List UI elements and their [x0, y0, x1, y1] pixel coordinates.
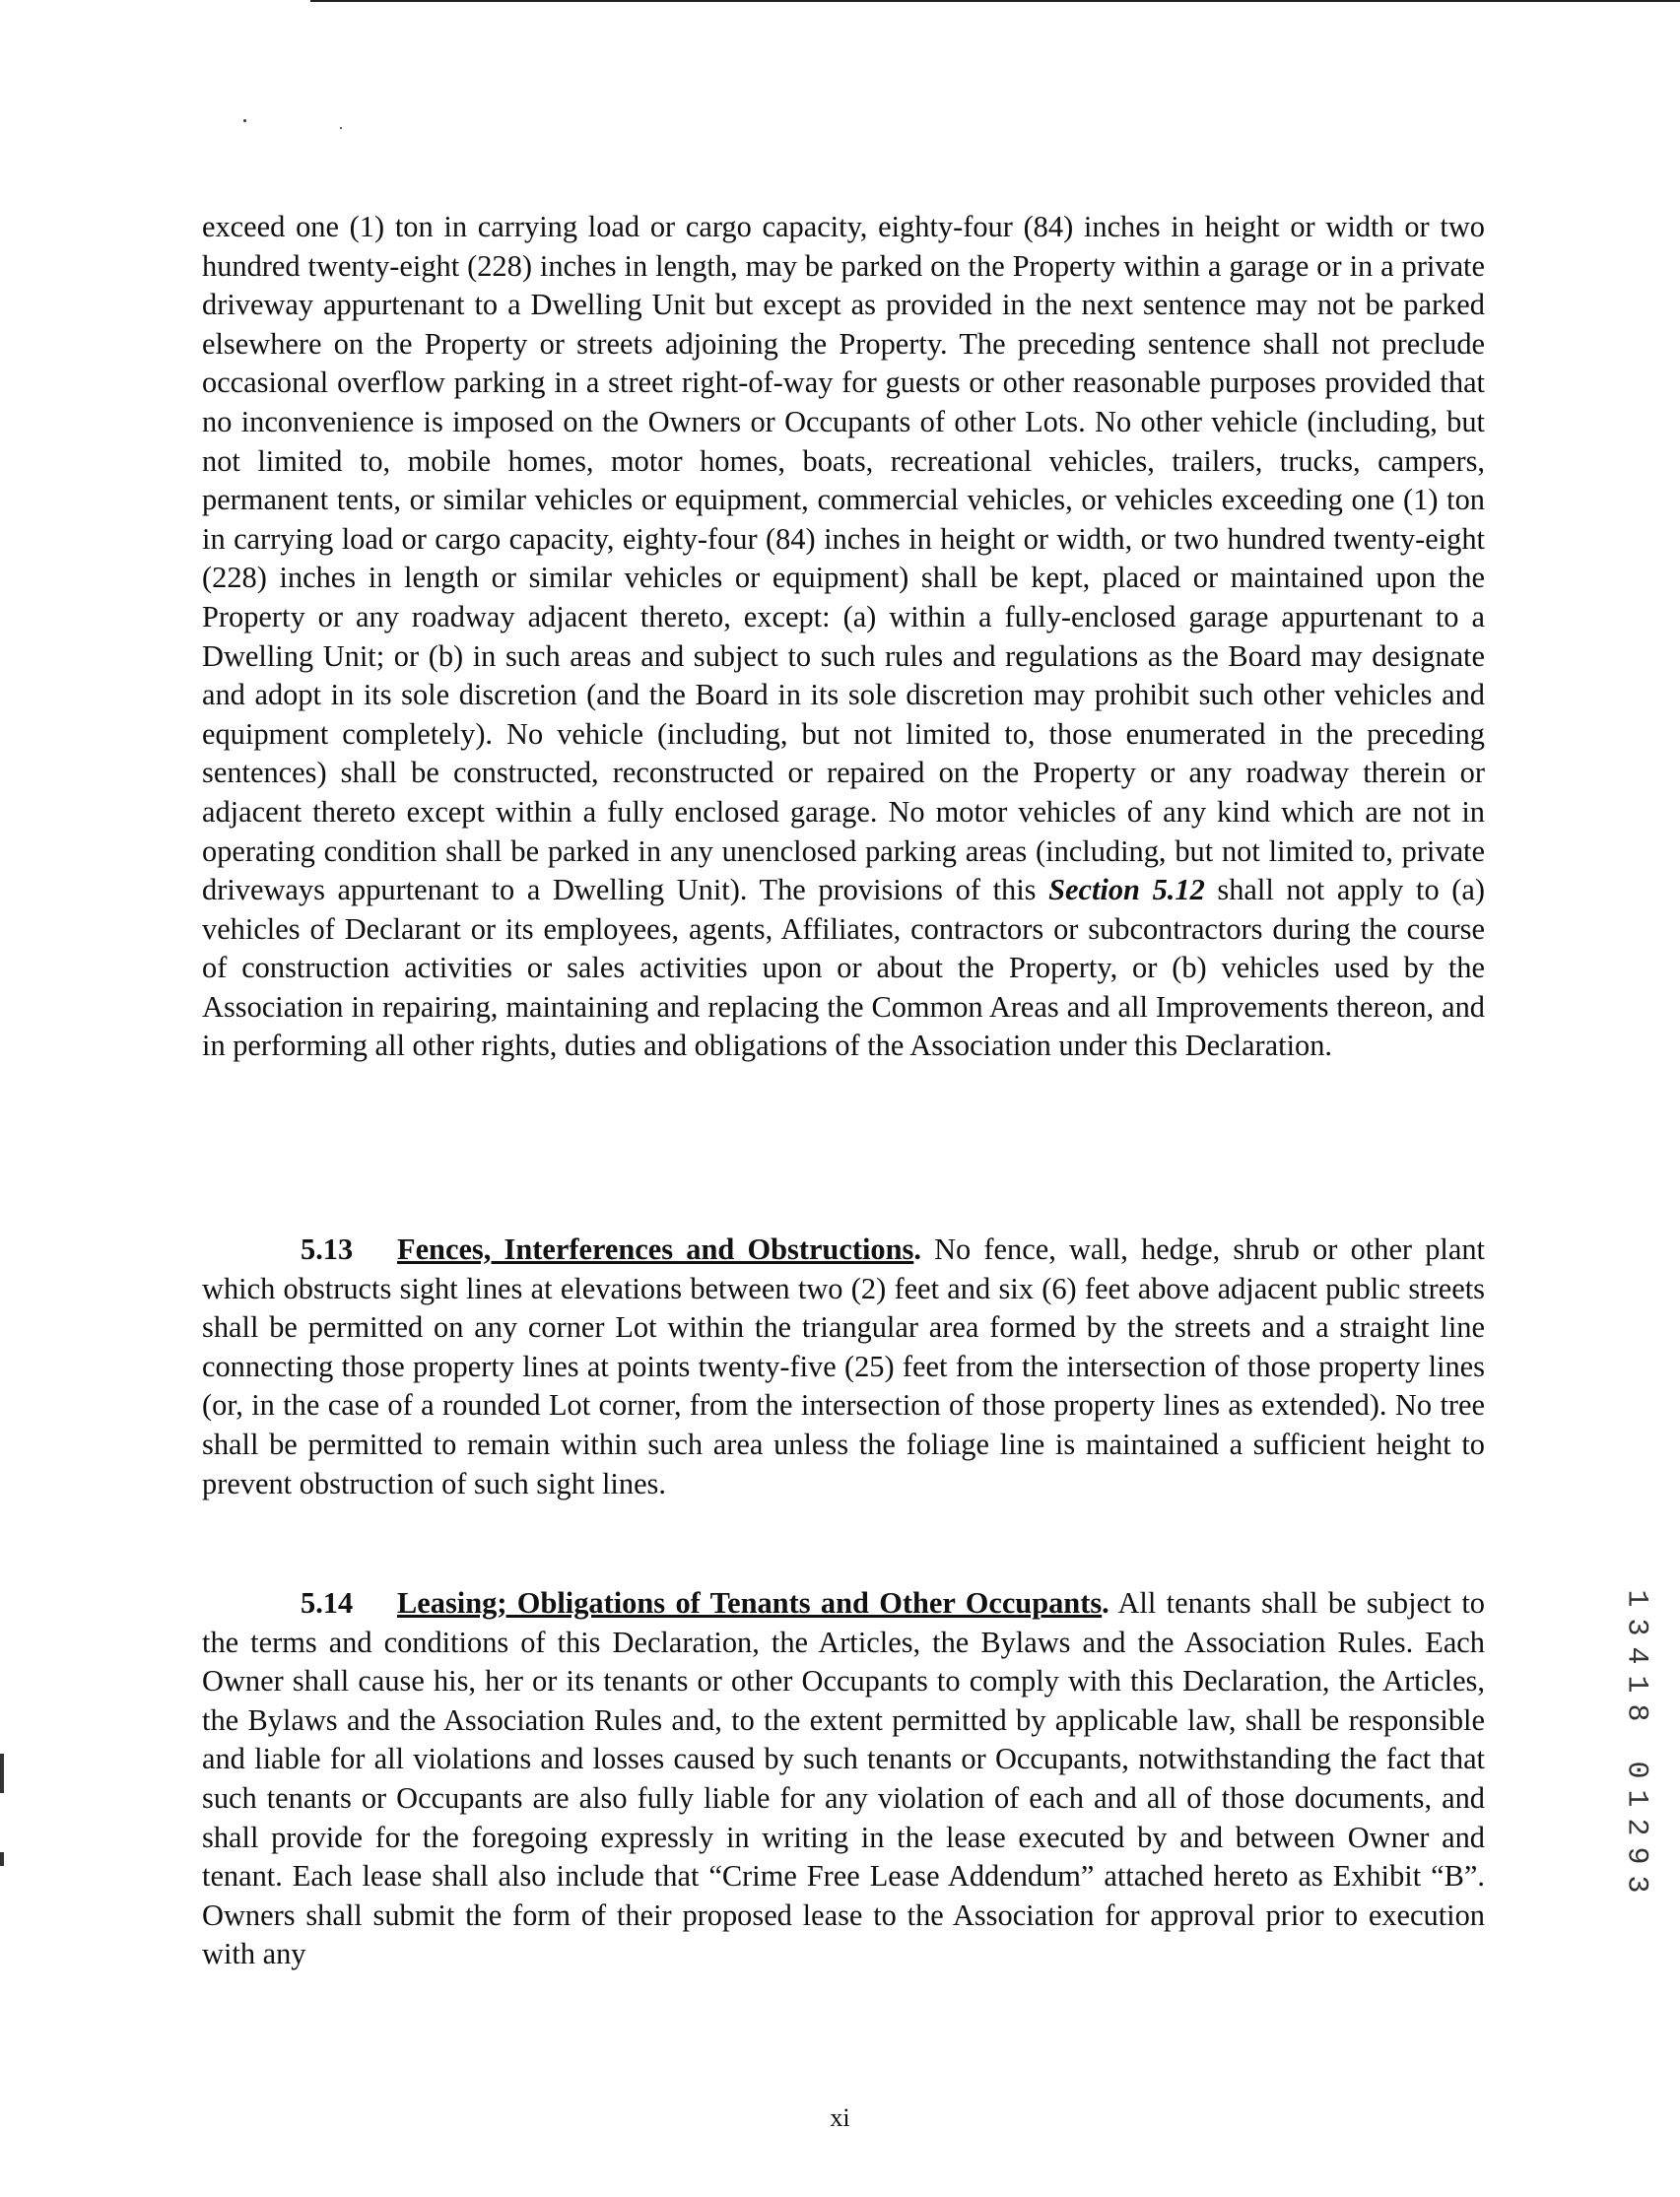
stamp-digit: 4	[1619, 1646, 1653, 1665]
paragraph-text: exceed one (1) ton in carrying load or cargo capacity, eighty-four (84) inches in height or width or two hundred twenty-eight (228) inches in length, may be parked on the Property within a garage or in a private driveway appurtenant to a Dwelling Unit but except as provided in the next sentence may not be parked elsewhere on the Property or streets adjoining the Property. The preceding sentence shall not preclude occasional overflow parking in a street right-of-way for guests or other reasonable purposes provided that no inconvenience is imposed on the Owners or Occupants of other Lots. No other vehicle (including, but not limited to, mobile homes, motor homes, boats, recreational vehicles, trailers, trucks, campers, permanent tents, or similar vehicles or equipment, commercial vehicles, or vehicles exceeding one (1) ton in carrying load or cargo capacity, eighty-four (84) inches in height or width, or two hundred twenty-eight (228) inches in length or similar vehicles or equipment) shall be kept, placed or maintained upon the Property or any roadway adjacent thereto, except: (a) within a fully-enclosed garage appurtenant to a Dwelling Unit; or (b) in such areas and subject to such rules and regulations as the Board may designate and adopt in its sole discretion (and the Board in its sole discretion may prohibit such other vehicles and equipment completely). No vehicle (including, but not limited to, those enumerated in the preceding sentences) shall be constructed, reconstructed or repaired on the Property or any roadway therein or adjacent thereto except within a fully enclosed garage. No motor vehicles of any kind which are not in operating condition shall be parked in any unenclosed parking areas (including, but not limited to, private driveways appurtenant to a Dwelling Unit). The provisions of this	[202, 210, 1485, 907]
section-5-14	[202, 1584, 1485, 1974]
section-body: No fence, wall, hedge, shrub or other plant which obstructs sight lines at elevations between two (2) feet and six (6) feet above adjacent public streets shall be permitted on any corner Lot within the triangular area formed by the streets and a straight line connecting those property lines at points twenty-five (25) feet from the intersection of those property lines (or, in the case of a rounded Lot corner, from the intersection of those property lines as extended). No tree shall be permitted to remain within such area unless the foliage line is maintained a sufficient height to prevent obstruction of such sight lines.	[202, 1232, 1485, 1500]
section-title: Fences, Interferences and Obstructions	[397, 1232, 914, 1266]
section-body: All tenants shall be subject to the terms and conditions of this Declaration, the Articles, the Bylaws and the Association Rules. Each Owner shall cause his, her or its tenants or other Occupants to comply with this Declaration, the Articles, the Bylaws and the Association Rules and, to the extent permitted by applicable law, shall be responsible and liable for all violations and losses caused by such tenants or Occupants, notwithstanding the fact that such tenants or Occupants are also fully liable for any violation of each and all of those documents, and shall provide for the foregoing expressly in writing in the lease executed by and between Owner and tenant. Each lease shall also include that “Crime Free Lease Addendum” attached hereto as Exhibit “B”. Owners shall submit the form of their proposed lease to the Association for approval prior to execution with any	[202, 1586, 1485, 1971]
section-title: Leasing; Obligations of Tenants and Other Occupants	[397, 1586, 1103, 1620]
section-title-period: .	[1102, 1586, 1109, 1620]
stamp-digit: 1	[1619, 1589, 1653, 1608]
paragraph-text: shall not apply to (a) vehicles of Declarant or its employees, agents, Affiliates, contractors or subcontractors during the course of construction activities or sales activities upon or about the Property, or (b) vehicles used by the Association in repairing, maintaining and replacing the Common Areas and all Improvements thereon, and in performing all other rights, duties and obligations of the Association under this Declaration.	[202, 873, 1485, 1063]
section-5-13	[202, 1231, 1485, 1503]
scan-edge-mark	[0, 1852, 4, 1866]
stamp-digit: 0	[1619, 1761, 1653, 1779]
section-reference: Section 5.12	[1048, 873, 1205, 907]
scan-speck	[340, 127, 342, 129]
stamp-digit: 1	[1619, 1675, 1653, 1694]
section-number: 5.13	[301, 1232, 354, 1266]
stamp-digit: 1	[1619, 1789, 1653, 1808]
paragraph-5-12-continued	[202, 208, 1485, 1066]
stamp-digit: 9	[1619, 1846, 1653, 1865]
section-number: 5.14	[301, 1586, 354, 1620]
recording-stamp	[1616, 1584, 1655, 1898]
page-number: xi	[830, 2103, 850, 2132]
stamp-digit: 2	[1619, 1818, 1653, 1836]
scan-edge-mark	[0, 1754, 4, 1793]
stamp-digit: 3	[1619, 1875, 1653, 1894]
top-border-line	[310, 0, 1680, 2]
section-title-period: .	[913, 1232, 921, 1266]
stamp-digit: 3	[1619, 1618, 1653, 1636]
scan-speck	[243, 119, 246, 122]
stamp-digit: 8	[1619, 1703, 1653, 1722]
